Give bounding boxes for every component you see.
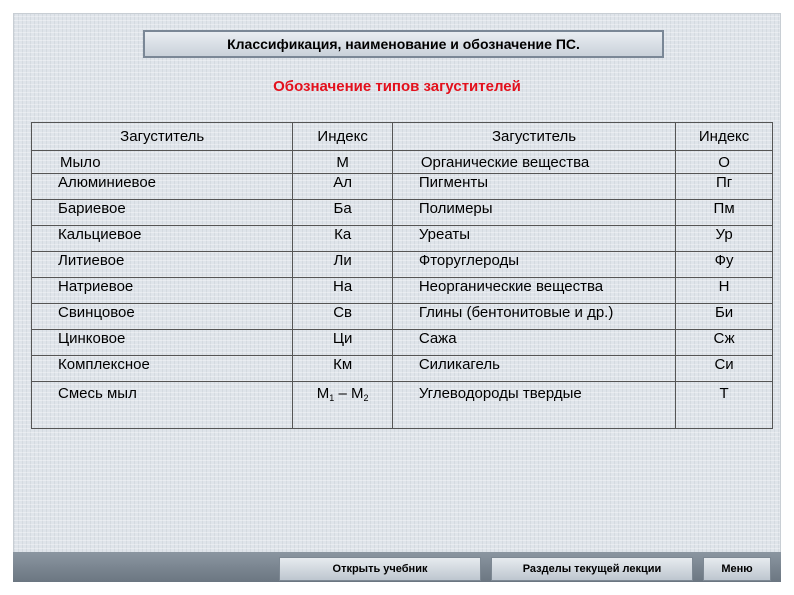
cell-thickener-2: Неорганические вещества: [392, 278, 675, 304]
slide-title-text: Классификация, наименование и обозначение ПС.: [227, 36, 580, 52]
cell-index-1: Ка: [293, 226, 392, 252]
cell-index-2: Сж: [676, 330, 773, 356]
header-index-1: Индекс: [293, 123, 392, 151]
cell-thickener-1: Натриевое: [32, 278, 293, 304]
cell-index-1: М: [293, 151, 392, 174]
table-row: [32, 151, 773, 174]
cell-thickener-2: Углеводороды твердые: [392, 382, 675, 429]
slide-title: [143, 30, 664, 58]
cell-thickener-1: Бариевое: [32, 200, 293, 226]
lecture-sections-button[interactable]: Разделы текущей лекции: [491, 557, 693, 581]
table-row: [32, 304, 773, 330]
index-letter: М: [316, 385, 330, 402]
cell-index-soap-mix: [293, 382, 392, 429]
cell-index-2: Би: [676, 304, 773, 330]
thickeners-table: [31, 122, 773, 429]
index-letter: М: [350, 385, 364, 402]
cell-thickener-2: Органические вещества: [392, 151, 675, 174]
cell-thickener-1: Смесь мыл: [32, 382, 293, 429]
cell-thickener-1: Кальциевое: [32, 226, 293, 252]
cell-thickener-1: Мыло: [32, 151, 293, 174]
cell-index-2: Пм: [676, 200, 773, 226]
menu-button[interactable]: Меню: [703, 557, 771, 581]
cell-index-1: Ал: [293, 174, 392, 200]
section-subtitle: Обозначение типов загустителей: [273, 78, 521, 95]
table-row: [32, 382, 773, 429]
cell-index-2: Т: [676, 382, 773, 429]
table-row: [32, 200, 773, 226]
cell-index-2: Фу: [676, 252, 773, 278]
cell-index-1: Ли: [293, 252, 392, 278]
cell-thickener-1: Свинцовое: [32, 304, 293, 330]
cell-index-2: Пг: [676, 174, 773, 200]
cell-index-2: О: [676, 151, 773, 174]
cell-thickener-2: Пигменты: [392, 174, 675, 200]
cell-index-1: На: [293, 278, 392, 304]
open-textbook-button[interactable]: Открыть учебник: [279, 557, 481, 581]
cell-thickener-1: Цинковое: [32, 330, 293, 356]
table-row: [32, 226, 773, 252]
cell-thickener-2: Полимеры: [392, 200, 675, 226]
cell-index-1: Ба: [293, 200, 392, 226]
cell-thickener-2: Глины (бентонитовые и др.): [392, 304, 675, 330]
cell-thickener-2: Сажа: [392, 330, 675, 356]
cell-thickener-1: Комплексное: [32, 356, 293, 382]
cell-thickener-2: Силикагель: [392, 356, 675, 382]
cell-thickener-2: Уреаты: [392, 226, 675, 252]
cell-index-2: Си: [676, 356, 773, 382]
table-row: [32, 330, 773, 356]
cell-thickener-1: Литиевое: [32, 252, 293, 278]
table-row: [32, 278, 773, 304]
cell-index-2: Ур: [676, 226, 773, 252]
index-subscript: 1: [329, 393, 335, 403]
table-row: [32, 356, 773, 382]
cell-index-1: Св: [293, 304, 392, 330]
header-thickener-1: Загуститель: [32, 123, 293, 151]
cell-index-2: Н: [676, 278, 773, 304]
cell-thickener-2: Фторуглероды: [392, 252, 675, 278]
table-row: [32, 174, 773, 200]
index-dash: –: [334, 385, 351, 402]
cell-thickener-1: Алюминиевое: [32, 174, 293, 200]
table-header-row: [32, 123, 773, 151]
header-thickener-2: Загуститель: [392, 123, 675, 151]
table-row: [32, 252, 773, 278]
header-index-2: Индекс: [676, 123, 773, 151]
index-subscript: 2: [363, 393, 369, 403]
cell-index-1: Км: [293, 356, 392, 382]
cell-index-1: Ци: [293, 330, 392, 356]
